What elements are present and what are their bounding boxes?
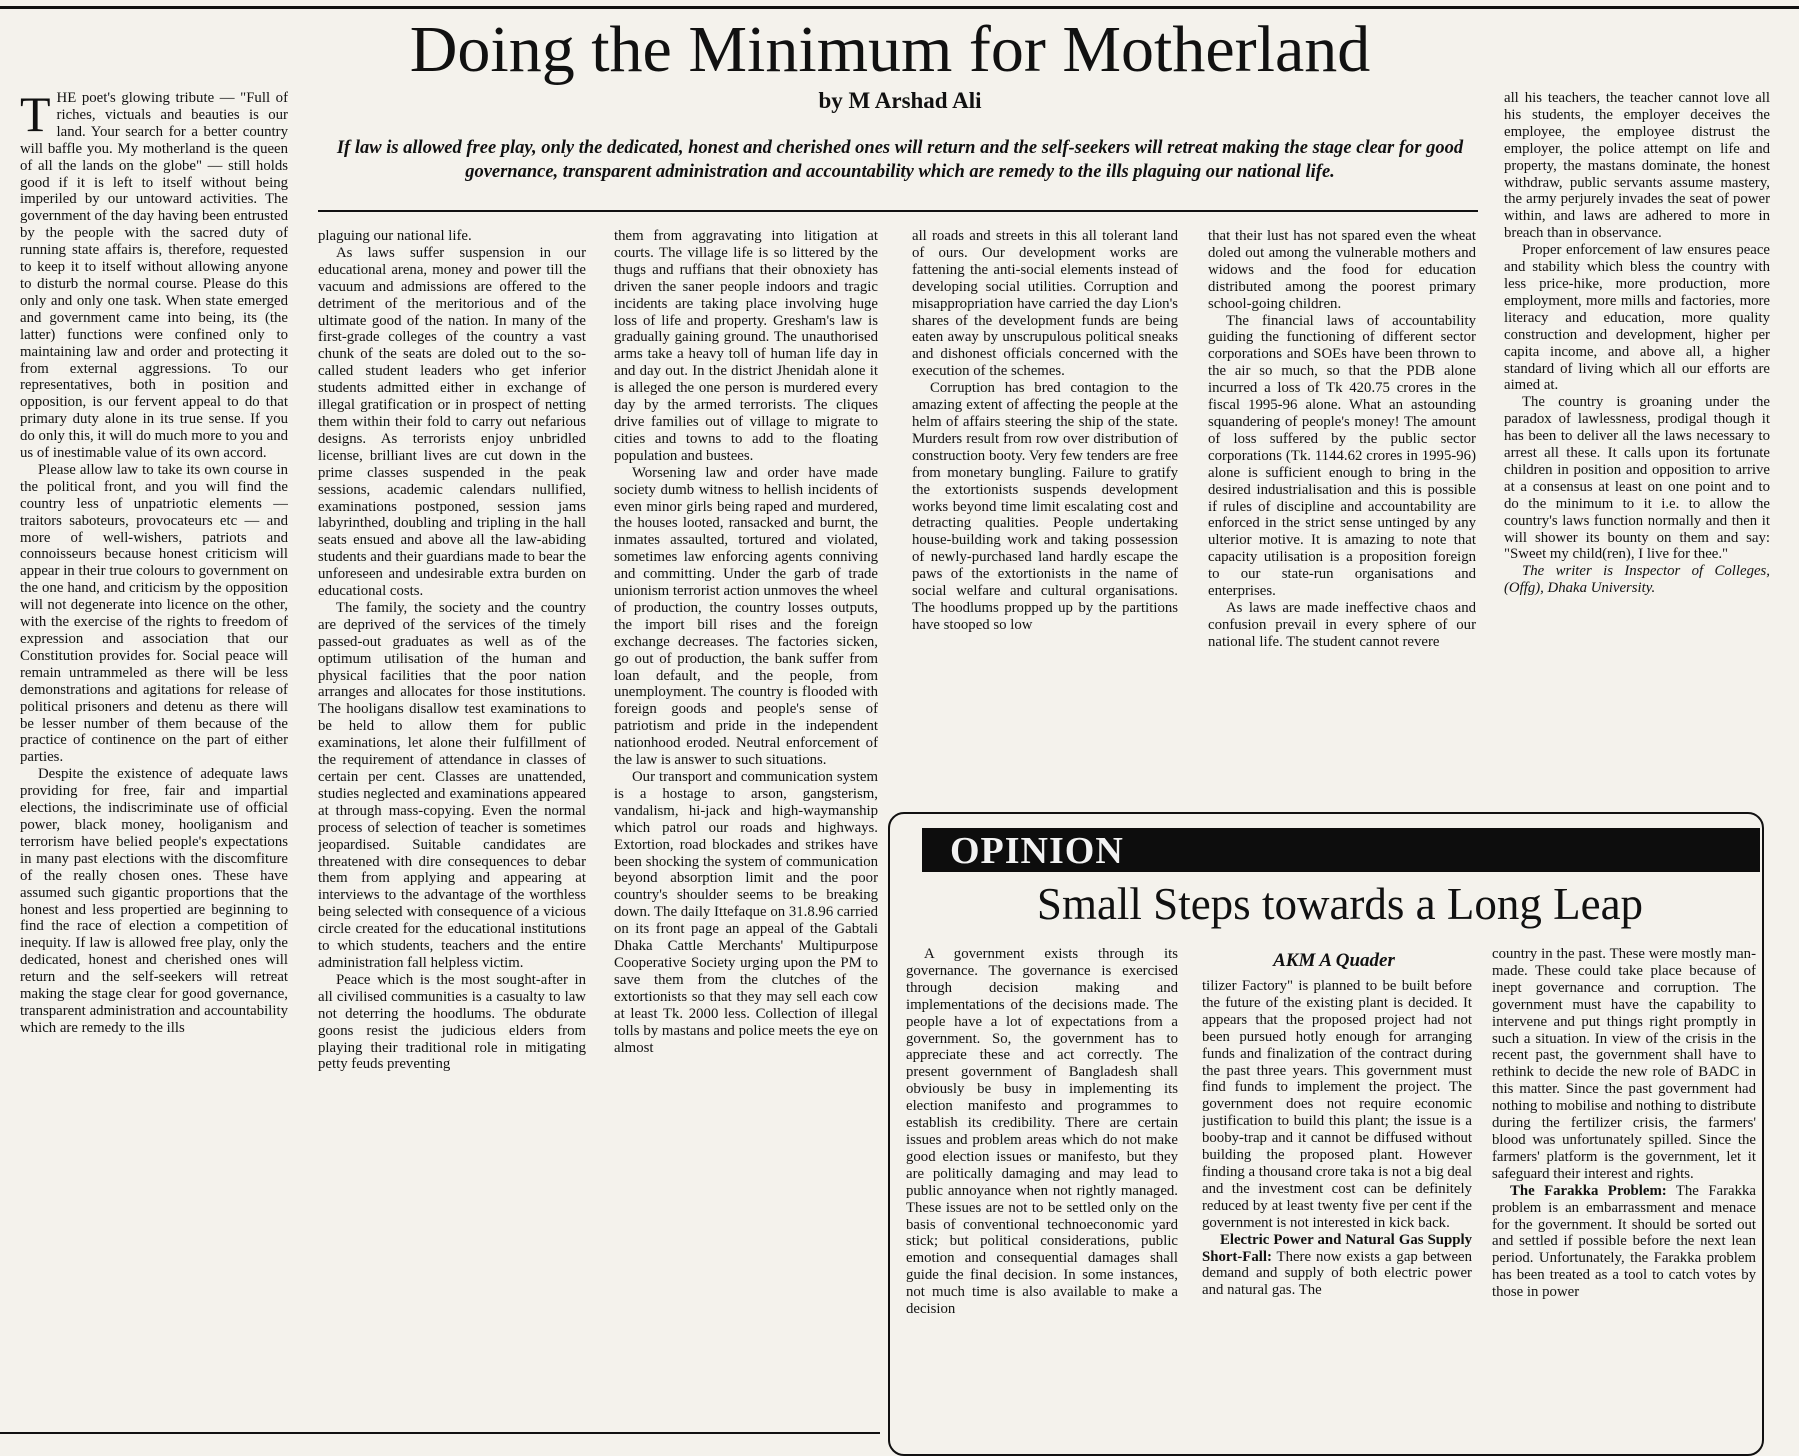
paragraph: them from aggravating into litigation at courts. The village life is so littered by the thugs and ruffians that their obnoxiety has driven the saner people indoors and tragic incidents are taking place involving huge loss of life and property. Gresham's law is gradually gaining ground. The unauthorised arms take a heavy toll of human life day in and day out. In the district Jhenidah alone it is alleged the one person is murdered every day by the armed terrorists. The cliques drive families out of village to migrate to cities and towns to add to the floating population and bustees. [614,228,878,464]
paragraph: The country is groaning under the paradox of lawlessness, prodigal though it has been to deliver all the laws necessary to arrest all these. It calls upon its fortunate children in position and opposition to arrive at a consensus at least on one point and to do the minimum to it i.e. to allow the country's laws function normally and then it will shower its bounty on them and say: "Sweet my child(ren), I live for thee." [1504,394,1770,563]
paragraph: As laws are made ineffective chaos and confusion prevail in every sphere of our national life. The student cannot revere [1208,599,1476,650]
opinion-author: AKM A Quader [1273,950,1395,971]
article-column-2 [318,228,586,1428]
top-rule [0,6,1799,9]
writer-tagline: The writer is Inspector of Colleges, (Offg), Dhaka University. [1504,563,1770,597]
article-column-5 [1208,228,1476,804]
opinion-label: OPINION [950,830,1124,872]
paragraph: Please allow law to take its own course in the political front, and you will find the country less of unpatriotic elements — traitors saboteurs, provocateurs etc — and more of well-wishers, patriots and connoisseurs because honest criticism will appear in their true colours to government on the one hand, and criticism by the opposition will not degenerate into licence on the other, with the exercise of the rights to freedom of expression and association that our Constitution provides for. Social peace will remain untrammeled as there will be less demonstrations and agitations for release of political prisoners and detenu as there will be lesser number of them because of the practice of continence on the part of either parties. [20,461,288,766]
paragraph: The family, the society and the country are deprived of the services of the timely passed-out graduates as well as of the optimum utilisation of the human and physical facilities that the poor nation arranges and allocates for those institutions. The hooligans disallow test examinations to be held to allow them for public examinations, let alone their fulfillment of the requirement of attendance in classes of certain per cent. Classes are unattended, studies neglected and examinations appeared at through mass-copying. Even the normal process of selection of teacher is sometimes jeopardised. Suitable candidates are threatened with dire consequences to debar them from applying and appearing at interviews to the advantage of the worthless being selected with consequence of a vicious circle created for the educational institutions to which students, teachers and the entire administration fall helpless victim. [318,599,586,971]
article-column-6 [1504,90,1770,806]
paragraph: The financial laws of accountability guiding the functioning of different sector corporations and SOEs have been thrown to the air so much, so that the PDB alone incurred a loss of Tk 420.75 crores in the fiscal 1995-96 alone. What an astounding squandering of people's money! The amount of loss suffered by the public sector corporations (Tk. 1144.62 crores in 1995-96) alone is sufficient enough to bring in the desired industrialisation and this is possible if rules of discipline and accountability are enforced in the strict sense untinged by any ulterior motive. It is amazing to note that capacity utilisation is a proposition foreign to our state-run organisations and enterprises. [1208,312,1476,600]
bottom-rule [0,1432,880,1434]
opinion-headline: Small Steps towards a Long Leap [1036,879,1644,929]
paragraph: Corruption has bred contagion to the amazing extent of affecting the people at the helm of affairs steering the ship of the state. Murders result from row over distribution of construction booty. Very few tenders are free from monetary bungling. Failure to gratify the extortionists suspends development works beyond time limit escalating cost and detracting qualities. People undertaking house-building work and taking possession of newly-purchased land hardly escape the paws of the extortionists in the name of social welfare and cultural organisations. The hoodlums propped up by the partitions have stooped so low [912,380,1178,633]
paragraph: There now exists a gap between demand and supply of both electric power and natural gas. The [1202,1248,1472,1299]
paragraph: plaguing our national life. [318,228,472,244]
article-column-4 [912,228,1178,804]
paragraph: As laws suffer suspension in our educational arena, money and power till the vacuum and admissions are offered to the detriment of the meritorious and of the ultimate good of the nation. In many of the first-grade colleges of the country a vast chunk of the seats are doled out to the so-called student leaders who get inferior students admitted either in exchange of illegal gratification or in prospect of netting them within their fold to carry out nefarious designs. As terrorists enjoy unbridled license, brilliant lives are cut down in the prime classes suspended in the peak sessions, academic calendars nullified, examinations postponed, session jams labyrinthed, doubling and tripling in the hall seats ensued and above all the law-abiding students and their guardians made to bear the unforeseen and undesirable extra burden on educational costs. [318,244,586,600]
paragraph: Peace which is the most sought-after in all civilised communities is a casualty to law not deterring the hoodlums. The obdurate goons resist the judicious elders from playing their traditional role in mitigating petty feuds preventing [318,971,586,1073]
article-headline: Doing the Minimum for Motherland [409,13,1371,86]
article-byline: by M Arshad Ali [818,88,982,113]
article-deck: If law is allowed free play, only the dedicated, honest and cherished ones will return and the self-seekers will retreat making the stage clear for good governance, transparent administration and accountability which are remedy to the ills plaguing our national life. [336,138,1464,182]
paragraph: all roads and streets in this all tolerant land of ours. Our development works are fattening the anti-social elements instead of developing social utilities. Corruption and misappropriation have carried the day Lion's shares of the development funds are being eaten away by unscrupulous political sneaks and dishonest officials concerned with the execution of the schemes. [912,228,1178,380]
article-column-1 [20,90,288,1430]
paragraph: tilizer Factory" is planned to be built before the future of the existing plant is decided. It appears that the proposed project had not been pursued hotly enough for arranging funds and finalization of the contract during the past three years. This government must find funds to implement the project. The government does not require economic justification to build this plant; the issue is a booby-trap and it cannot be diffused without building the proposed plant. However finding a thousand crore taka is not a big deal and the investment cost can be definitely reduced by at least twenty five per cent if the government is not interested in kick back. [1202,978,1472,1231]
opinion-column-1 [906,946,1178,1436]
paragraph: Proper enforcement of law ensures peace and stability which bless the country with less price-hike, more production, more employment, more mills and factories, more literacy and education, more quality construction and development, higher per capita income, and above all, a higher standard of living which all our efforts are aimed at. [1504,242,1770,394]
paragraph: HE poet's glowing tribute — "Full of riches, victuals and beauties is our land. Your search for a better country will baffle you. My motherland is the queen of all the lands on the globe" — still holds good if it is left to itself without being imperiled by our untoward activities. The government of the day having been entrusted by the people with the sacred duty of running state affairs is, therefore, requested to keep it to itself without allowing anyone to disturb the normal course. Please do this only and only one task. When state emerged and government came into being, its (the latter) functions were confined only to maintaining law and order and protecting it from external aggressions. To our representatives, both in position and opposition, is our fervent appeal to do that primary duty alone in its true sense. If you do only this, it will do much more to you and us of inestimable value of its own accord. [20,90,288,462]
paragraph: country in the past. These were mostly man-made. These could take place because of inept governance and corruption. The government must have the capability to intervene and put things right promptly in such a situation. In view of the crisis in the recent past, the government shall have to rethink to decide the new role of BADC in this matter. Since the past government had nothing to mobilise and nothing to distribute during the fertilizer crisis, the farmers' blood was unfortunately spilled. Since the farmers' platform is the government, let it safeguard their interest and rights. [1492,946,1756,1182]
paragraph: Our transport and communication system is a hostage to arson, gangsterism, vandalism, hi-jack and high-waymanship which patrol our roads and highways. Extortion, road blockades and strikes have been shocking the system of communication beyond absorption limit and the poor country's shoulder seems to be breaking down. The daily Ittefaque on 31.8.96 carried on its front page an appeal of the Gabtali Dhaka Cattle Merchants' Multipurpose Cooperative Society urging upon the PM to save them from the clutches of the extortionists so that they may sell each cow at least Tk. 2000 less. Collection of illegal tolls by mastans and police meets the eye on almost [614,769,878,1056]
opinion-column-2 [1202,978,1472,1436]
deck-rule [318,210,1478,212]
paragraph: Worsening law and order have made society dumb witness to hellish incidents of even minor girls being raped and murdered, the houses looted, ransacked and burnt, the inmates assaulted, tortured and violated, sometimes law enforcing agents conniving and committing. Under the garb of trade unionism terrorist action unmoves the wheel of production, the country losses outputs, the import bill rises and the foreign exchange decreases. The factories sicken, go out of production, the bank suffer from loan default, and the people, from unemployment. The country is flooded with foreign goods and people's sense of patriotism and pride in the independent nationhood eroded. Neutral enforcement of the law is answer to such situations. [614,464,878,769]
paragraph: A government exists through its governance. The governance is exercised through decision making and implementations of the decisions made. The people have a lot of expectations from a government. So, the government has to appreciate these and act correctly. The present government of Bangladesh shall obviously be busy in implementing its election manifesto and programmes to establish its credibility. There are certain issues and problem areas which do not make good election issues or manifesto, but they are politically damaging and may lead to public annoyance when not rightly managed. These issues are not to be settled only on the basis of conventional technoeconomic yard stick; but political considerations, public emotion and consequential damages shall guide the final decision. In some instances, not much time is also available to make a decision [906,946,1178,1318]
paragraph: all his teachers, the teacher cannot love all his students, the employer deceives the employee, the employee distrust the employer, the police attempt on life and property, the mastans dominate, the honest withdraw, public servants assume mastery, the army perjurely invades the seat of power within, and laws are adhered to more in breach than in observance. [1504,90,1770,242]
subhead: Electric Power and Natural Gas Supply Short-Fall: [1202,1231,1472,1265]
drop-cap: T [20,90,51,142]
paragraph: Despite the existence of adequate laws providing for free, fair and impartial elections, the indiscriminate use of official power, black money, hooliganism and terrorism have belied people's expectations in many past elections with the discomfiture of the really chosen ones. These have assumed such gigantic proportions that the honest and less propertied are beginning to find the race of election a competition of inequity. If law is allowed free play, only the dedicated, honest and cherished ones will return and the self-seekers will retreat making the stage clear for good governance, transparent administration and accountability which are remedy to the ills [20,766,288,1036]
opinion-column-3 [1492,946,1756,1436]
subhead: The Farakka Problem: [1510,1182,1667,1199]
paragraph: that their lust has not spared even the wheat doled out among the vulnerable mothers and widows and the food for education distributed among the poorest primary school-going children. [1208,228,1476,312]
paragraph: The Farakka problem is an embarrassment and menace for the government. It should be sorted out and settled if possible before the next lean period. Unfortunately, the Farakka problem has been treated as a tool to catch votes by those in power [1492,1182,1756,1301]
article-column-3 [614,228,878,1428]
